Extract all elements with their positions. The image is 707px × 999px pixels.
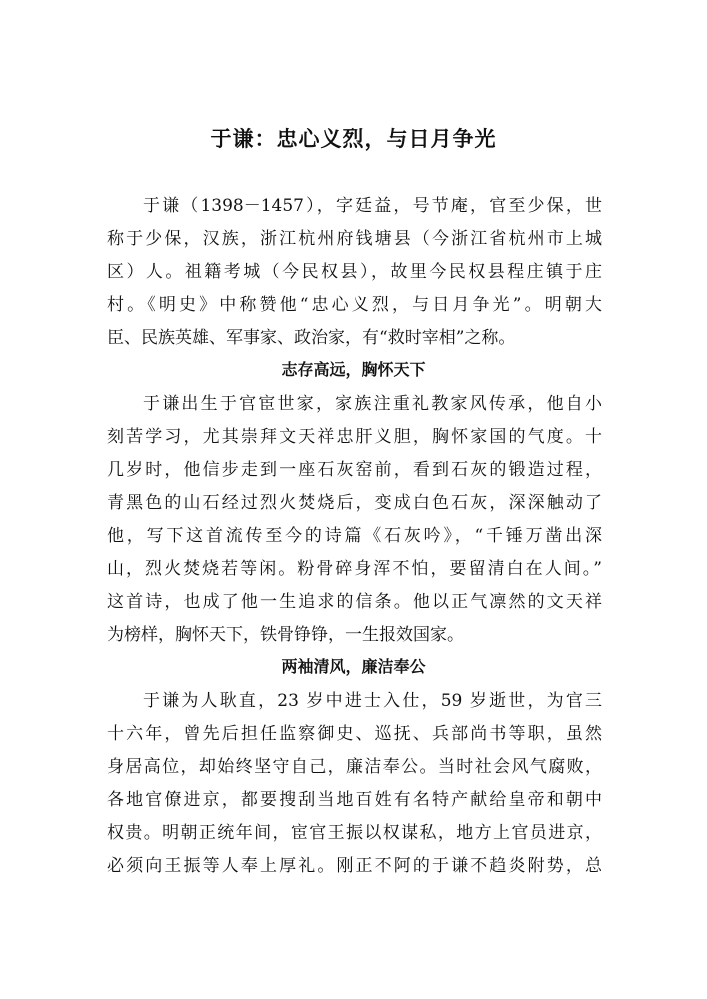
section-heading: 志存高远，胸怀天下 [281,360,426,379]
paragraph-line: 于谦（1398－1457），字廷益，号节庵，官至少保，世 [143,196,602,216]
paragraph-line: 为榜样，胸怀天下，铁骨铮铮，一生报效国家。 [107,625,464,645]
section-heading: 两袖清风，廉洁奉公 [281,657,426,676]
paragraph-line: 这首诗，也成了他一生追求的信条。他以正气凛然的文天祥 [107,592,602,612]
paragraph-line: 权贵。明朝正统年间，宦官王振以权谋私，地方上官员进京， [107,823,602,843]
paragraph-line: 各地官僚进京，都要搜刮当地百姓有名特产献给皇帝和朝中 [107,790,602,810]
paragraph-line: 称于少保，汉族，浙江杭州府钱塘县（今浙江省杭州市上城 [107,229,602,249]
paragraph-line: 身居高位，却始终坚守自己，廉洁奉公。当时社会风气腐败， [107,757,602,777]
paragraph-line: 几岁时，他信步走到一座石灰窑前，看到石灰的锻造过程， [107,460,602,480]
paragraph-line: 村。《明史》中称赞他“忠心义烈，与日月争光”。明朝大 [107,295,602,315]
paragraph-line: 他，写下这首流传至今的诗篇《石灰吟》，“千锤万凿出深 [107,526,602,546]
paragraph-line: 臣、民族英雄、军事家、政治家，有“救时宰相”之称。 [107,328,516,348]
paragraph-line: 于谦为人耿直，23 岁中进士入仕，59 岁逝世，为官三 [143,691,602,711]
paragraph-line: 青黑色的山石经过烈火焚烧后，变成白色石灰，深深触动了 [107,493,602,513]
paragraph-line: 于谦出生于官宦世家，家族注重礼教家风传承，他自小 [143,394,602,414]
paragraph-line: 山，烈火焚烧若等闲。粉骨碎身浑不怕，要留清白在人间。” [107,559,602,579]
paragraph-line: 刻苦学习，尤其崇拜文天祥忠肝义胆，胸怀家国的气度。十 [107,427,602,447]
paragraph-line: 区）人。祖籍考城（今民权县），故里今民权县程庄镇于庄 [107,262,602,282]
paragraph-line: 十六年，曾先后担任监察御史、巡抚、兵部尚书等职，虽然 [107,724,602,744]
paragraph-line: 必须向王振等人奉上厚礼。刚正不阿的于谦不趋炎附势，总 [107,856,602,876]
document-title: 于谦：忠心义烈，与日月争光 [210,126,497,151]
